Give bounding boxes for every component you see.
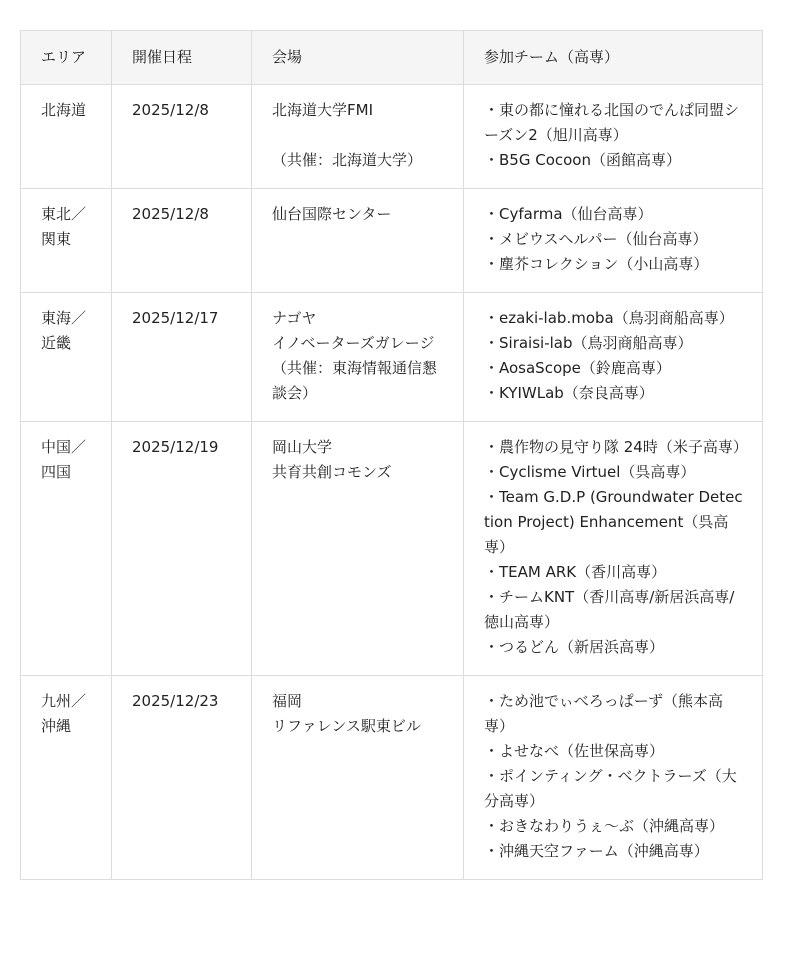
teams-cell-line: ・Siraisi-lab（鳥羽商船高専） <box>484 334 693 352</box>
table-row <box>21 422 763 676</box>
area-cell-line: 沖縄 <box>41 717 72 735</box>
venue-cell-line: リファレンス駅東ビル <box>272 717 421 735</box>
teams-cell-line: ・メビウスヘルパー（仙台高専） <box>484 230 708 248</box>
cell-spacer <box>272 123 443 148</box>
area-cell-line: 近畿 <box>41 334 72 352</box>
table-row <box>21 293 763 422</box>
table-row <box>21 85 763 189</box>
area-cell-line: 東海／ <box>41 309 87 327</box>
area-cell-line: 東北／ <box>41 205 87 223</box>
area-cell <box>21 422 112 676</box>
venue-cell <box>252 422 464 676</box>
area-cell <box>21 293 112 422</box>
area-cell-line: 九州／ <box>41 692 87 710</box>
teams-cell-line: ・つるどん（新居浜高専） <box>484 638 665 656</box>
table-body <box>21 85 763 880</box>
teams-cell <box>464 422 763 676</box>
teams-cell-line: ・よせなべ（佐世保高専） <box>484 742 665 760</box>
event-schedule-table <box>20 30 763 880</box>
date-cell: 2025/12/8 <box>112 189 252 293</box>
venue-cell-line: （共催：東海情報通信懇談会） <box>272 359 438 402</box>
header-area: エリア <box>21 31 112 85</box>
teams-cell-line: ・東の都に憧れる北国のでんぱ同盟シーズン2（旭川高専） <box>484 101 740 144</box>
venue-cell <box>252 189 464 293</box>
teams-cell-line: ・AosaScope（鈴鹿高専） <box>484 359 671 377</box>
venue-cell <box>252 293 464 422</box>
teams-cell-line: ・おきなわりうぇ～ぶ（沖縄高専） <box>484 817 725 835</box>
teams-cell-line: ・チームKNT（香川高専/新居浜高専/徳山高専） <box>484 588 735 631</box>
table-header-row <box>21 31 763 85</box>
teams-cell-line: ・Cyclisme Virtuel（呉高専） <box>484 463 696 481</box>
venue-cell-line: 岡山大学 <box>272 438 333 456</box>
area-cell-line: 四国 <box>41 463 72 481</box>
area-cell-line: 北海道 <box>41 101 87 119</box>
teams-cell-line: ・Cyfarma（仙台高専） <box>484 205 653 223</box>
table-row <box>21 189 763 293</box>
header-venue: 会場 <box>252 31 464 85</box>
teams-cell-line: ・塵芥コレクション（小山高専） <box>484 255 709 273</box>
teams-cell-line: ・Team G.D.P (Groundwater Detection Project) Enhancement（呉高専） <box>484 488 743 556</box>
area-cell-line: 関東 <box>41 230 72 248</box>
venue-cell-line: 福岡 <box>272 692 303 710</box>
date-cell: 2025/12/8 <box>112 85 252 189</box>
header-teams: 参加チーム（高専） <box>464 31 763 85</box>
venue-cell <box>252 676 464 880</box>
event-schedule-container <box>20 30 762 880</box>
area-cell <box>21 85 112 189</box>
venue-cell-line: ナゴヤ <box>272 309 317 327</box>
table-row <box>21 676 763 880</box>
teams-cell <box>464 85 763 189</box>
date-cell: 2025/12/17 <box>112 293 252 422</box>
teams-cell-line: ・ため池でぃべろっぱーず（熊本高専） <box>484 692 723 735</box>
date-cell: 2025/12/19 <box>112 422 252 676</box>
header-date: 開催日程 <box>112 31 252 85</box>
venue-cell-line: 共育共創コモンズ <box>272 463 392 481</box>
venue-cell-line: イノベーターズガレージ <box>272 334 435 352</box>
area-cell-line: 中国／ <box>41 438 87 456</box>
area-cell <box>21 189 112 293</box>
venue-cell <box>252 85 464 189</box>
venue-cell-line: （共催：北海道大学） <box>272 151 423 169</box>
area-cell <box>21 676 112 880</box>
teams-cell-line: ・TEAM ARK（香川高専） <box>484 563 667 581</box>
teams-cell-line: ・KYIWLab（奈良高専） <box>484 384 654 402</box>
teams-cell <box>464 293 763 422</box>
teams-cell <box>464 189 763 293</box>
venue-cell-line: 北海道大学FMI <box>272 101 373 119</box>
venue-cell-line: 仙台国際センター <box>272 205 392 223</box>
teams-cell-line: ・B5G Cocoon（函館高専） <box>484 151 681 169</box>
teams-cell-line: ・ポインティング・ベクトラーズ（大分高専） <box>484 767 737 810</box>
date-cell: 2025/12/23 <box>112 676 252 880</box>
teams-cell-line: ・農作物の見守り隊 24時（米子高専） <box>484 438 748 456</box>
teams-cell <box>464 676 763 880</box>
teams-cell-line: ・ezaki-lab.moba（鳥羽商船高専） <box>484 309 734 327</box>
teams-cell-line: ・沖縄天空ファーム（沖縄高専） <box>484 842 709 860</box>
